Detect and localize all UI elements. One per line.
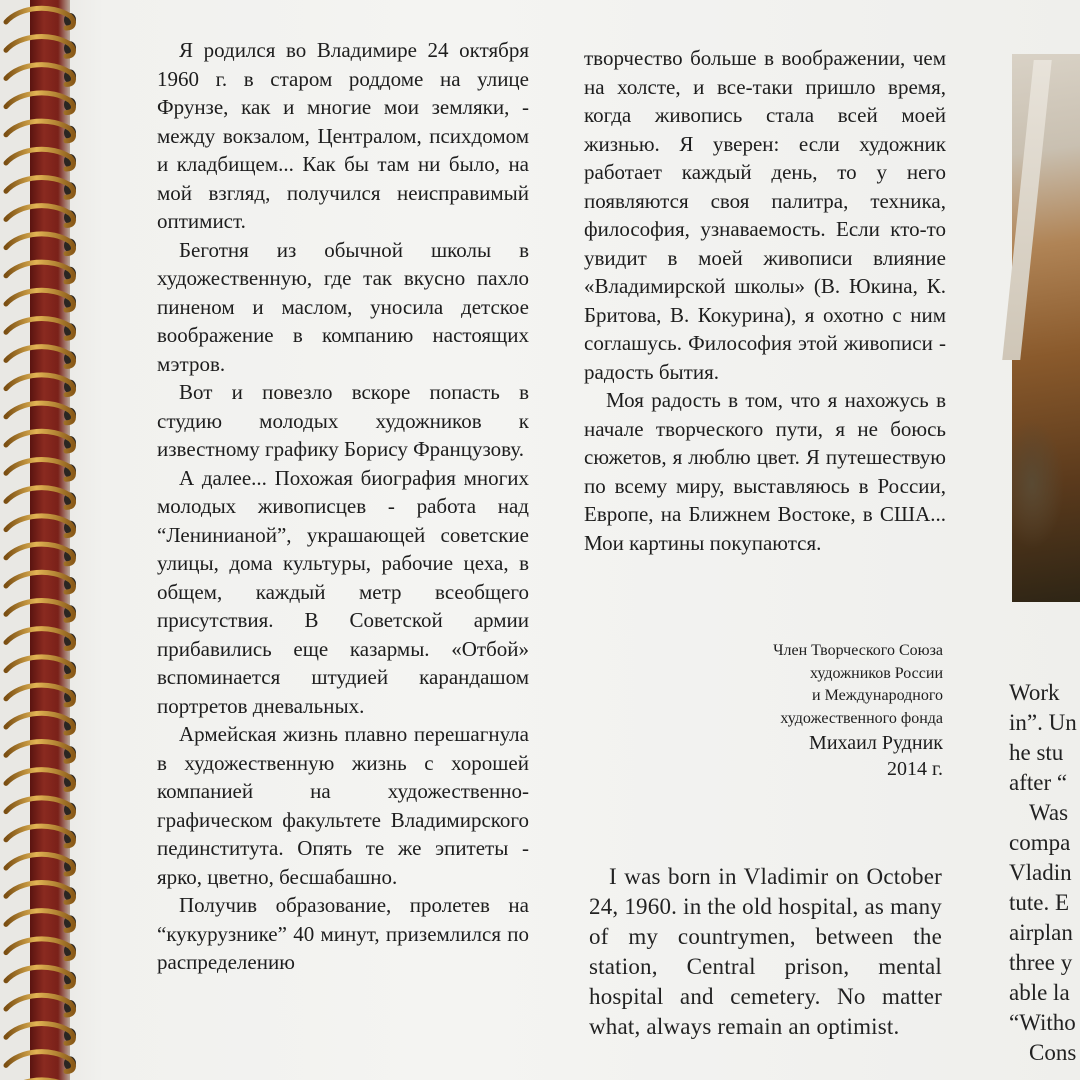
en-line-fragment: after “ <box>1009 770 1068 795</box>
spiral-coil <box>6 1052 73 1072</box>
spiral-coil <box>6 8 73 28</box>
spiral-coil <box>6 149 73 169</box>
english-right-column-fragment <box>1009 678 1080 1068</box>
spiral-coil <box>6 177 73 197</box>
en-line-fragment: three y <box>1009 950 1073 975</box>
signature-line: художников России <box>809 664 943 682</box>
en-line-fragment: Was <box>1029 800 1069 825</box>
spiral-coil <box>6 375 73 395</box>
en-paragraph: I was born in Vladimir on October 24, 1960. in the old hospital, as many of my countrymen, between the station, Central prison, mental hospital and cemetery. No matter what, always remain an optimist. <box>589 864 942 1039</box>
spiral-coil <box>6 657 73 677</box>
spiral-coil <box>6 629 73 649</box>
signature-line: Член Творческого Союза <box>773 642 943 659</box>
spiral-coil <box>6 741 73 761</box>
en-line-fragment: Vladin <box>1009 860 1072 885</box>
spiral-coil <box>6 685 73 705</box>
ru-paragraph-continued: творчество больше в воображении, чем на холсте, и все-таки пришло время, когда живопись стала всей моей жизнью. Я уверен: если художник работает каждый день, то у него появляются своя палитра, техника, философия, узнаваемость. Если кто-то увидит в моей живописи влияние «Владимирской школы» (В. Юкина, К. Бритова, В. Кокурина), я охотно с ним соглашусь. Философия этой живописи - радость бытия. <box>584 46 946 384</box>
spiral-coil <box>6 347 73 367</box>
spiral-coil <box>6 431 73 451</box>
spiral-coil <box>6 826 73 846</box>
spiral-coil <box>6 911 73 931</box>
signature-line: и Международного <box>812 687 943 704</box>
ru-paragraph: Беготня из обычной школы в художественную, где так вкусно пахло пиненом и маслом, уносила детское воображение в компанию настоящих мэтров. <box>157 237 529 376</box>
spiral-coil <box>6 798 73 818</box>
spiral-coil <box>6 939 73 959</box>
spiral-coil <box>6 600 73 620</box>
author-signature <box>640 640 943 782</box>
english-column <box>589 862 942 1042</box>
spiral-coil <box>6 1023 73 1043</box>
spiral-coil <box>6 882 73 902</box>
spiral-coil <box>6 36 73 56</box>
ru-paragraph: Армейская жизнь плавно перешагнула в художественную жизнь с хорошей компанией на художественно-графическом факультете Владимирского пединститута. Опять те же эпитеты - ярко, цветно, бесшабашно. <box>157 722 529 889</box>
russian-left-column <box>157 36 529 977</box>
author-name: Михаил Рудник <box>809 732 943 754</box>
en-line-fragment: compa <box>1009 830 1071 855</box>
en-line-fragment: tute. E <box>1009 890 1070 915</box>
spiral-coil <box>6 967 73 987</box>
en-line-fragment: Cons <box>1029 1040 1077 1065</box>
spiral-coil <box>6 544 73 564</box>
spiral-coil <box>6 713 73 733</box>
ru-paragraph: Моя радость в том, что я нахожусь в начале творческого пути, я не боюсь сюжетов, я люблю цвет. Я путешествую по всему миру, выставляюсь в России, Европе, на Ближнем Востоке, в США... Мои картины покупаются. <box>584 388 946 555</box>
en-line-fragment: airplan <box>1009 920 1073 945</box>
ru-paragraph: А далее... Похожая биография многих молодых живописцев - работа над “Лениниaной”, украшающей советские улицы, дома культуры, рабочие цеха, в общем, каждый метр всеобщего присутствия. В Советской армии прибавились еще казармы. «Отбой» вспоминается штудией карандашом портретов дневальных. <box>157 465 529 718</box>
spiral-coil <box>6 318 73 338</box>
spiral-coil <box>6 65 73 85</box>
spiral-coil <box>6 995 73 1015</box>
spiral-coil <box>6 770 73 790</box>
russian-middle-column <box>584 44 946 557</box>
ru-paragraph: Я родился во Владимире 24 октября 1960 г. в старом роддоме на улице Фрунзе, как и многие мои земляки, - между вокзалом, Централом, психдомом и кладбищем... Как бы там ни было, на мой взгляд, получился неисправимый оптимист. <box>157 38 529 233</box>
spiral-coil <box>6 234 73 254</box>
spiral-coil <box>6 93 73 113</box>
en-line-fragment: Work <box>1009 680 1060 705</box>
signature-year: 2014 г. <box>887 758 943 780</box>
spiral-coil <box>6 488 73 508</box>
signature-line: художественного фонда <box>780 709 943 727</box>
ru-paragraph: Получив образование, пролетев на “кукурузнике” 40 минут, приземлился по распределению <box>157 893 529 974</box>
spiral-coil <box>6 206 73 226</box>
en-line-fragment: in”. Un <box>1009 710 1077 735</box>
en-line-fragment: able la <box>1009 980 1070 1005</box>
en-line-fragment: “Witho <box>1009 1010 1076 1035</box>
spiral-binding-icon <box>0 0 95 1080</box>
ru-paragraph: Вот и повезло вскоре попасть в студию молодых художников к известному графику Борису Французову. <box>157 380 529 461</box>
spiral-coil <box>6 854 73 874</box>
spiral-coil <box>6 516 73 536</box>
spiral-coil <box>6 572 73 592</box>
spiral-coil <box>6 459 73 479</box>
en-line-fragment: he stu <box>1009 740 1064 765</box>
spiral-coil <box>6 121 73 141</box>
spiral-coil <box>6 403 73 423</box>
spiral-coil <box>6 262 73 282</box>
spiral-coil <box>6 290 73 310</box>
